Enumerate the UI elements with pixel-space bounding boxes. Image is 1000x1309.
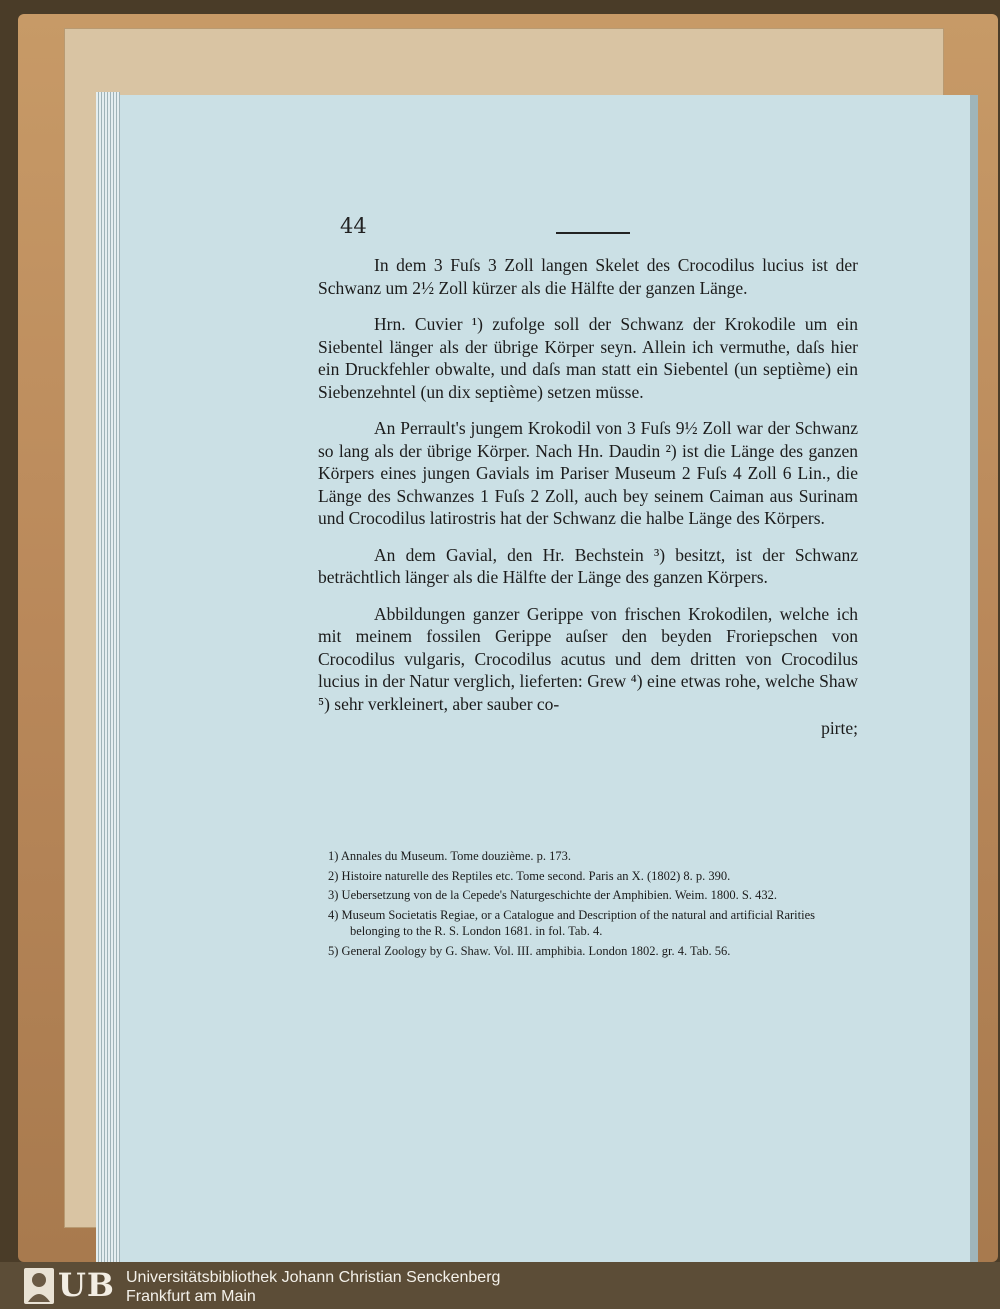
institution-line1: Universitätsbibliothek Johann Christian Senckenberg (126, 1269, 501, 1286)
paragraph: Hrn. Cuvier ¹) zufolge soll der Schwanz der Krokodile um ein Siebentel länger als der übrige Körper seyn. Allein ich vermuthe, daſs hier ein Druckfehler obwalte, und daſs man statt ein Siebentel (un septième) ein Siebenzehntel (un dix septième) setzen müsse. (318, 314, 858, 402)
portrait-icon (24, 1268, 54, 1304)
library-logo (24, 1268, 116, 1304)
institution-name (126, 1268, 500, 1306)
header-rule (556, 232, 630, 234)
page-right-edge (970, 95, 978, 1262)
footnotes (328, 848, 856, 962)
institution-line2: Frankfurt am Main (126, 1288, 256, 1305)
page-number: 44 (340, 214, 367, 238)
logo-text: UB (58, 1266, 115, 1304)
paragraph: An dem Gavial, den Hr. Bechstein ³) besitzt, ist der Schwanz beträchtlich länger als die Hälfte der Länge des ganzen Körpers. (318, 544, 858, 587)
footnote: 1) Annales du Museum. Tome douzième. p. 173. (328, 849, 571, 863)
paragraph: Abbildungen ganzer Gerippe von frischen Krokodilen, welche ich mit meinem fossilen Gerippe auſser den beyden Froriepschen von Crocodilus vulgaris, Crocodilus acutus und dem dritten von Crocodilus lucius in der Natur verglich, lieferten: Grew ⁴) eine etwas rohe, welche Shaw ⁵) sehr verkleinert, aber sauber co- (318, 603, 858, 714)
paragraph: An Perrault's jungem Krokodil von 3 Fuſs 9½ Zoll war der Schwanz so lang als der übrige Körper. Nach Hn. Daudin ²) ist die Länge des ganzen Körpers eines jungen Gavials im Pariser Museum 2 Fuſs 4 Zoll 6 Lin., die Länge des Schwanzes 1 Fuſs 2 Zoll, auch bey seinem Caiman aus Surinam und Crocodilus latirostris hat der Schwanz die halbe Länge des Körpers. (318, 418, 858, 528)
footnote: 3) Uebersetzung von de la Cepede's Naturgeschichte der Amphibien. Weim. 1800. S. 432. (328, 888, 777, 902)
paragraph: In dem 3 Fuſs 3 Zoll langen Skelet des Crocodilus lucius ist der Schwanz um 2½ Zoll kürzer als die Hälfte der ganzen Länge. (318, 255, 858, 298)
catchword: pirte; (821, 718, 858, 738)
footnote: 2) Histoire naturelle des Reptiles etc. Tome second. Paris an X. (1802) 8. p. 390. (328, 868, 731, 883)
footnote: 4) Museum Societatis Regiae, or a Catalogue and Description of the natural and artificial Rarities belonging to the R. S. London 1681. in fol. Tab. 4. (328, 907, 815, 938)
footnote: 5) General Zoology by G. Shaw. Vol. III. amphibia. London 1802. gr. 4. Tab. 56. (328, 943, 731, 958)
page-stack-edge (96, 92, 120, 1262)
body-text (318, 254, 858, 748)
